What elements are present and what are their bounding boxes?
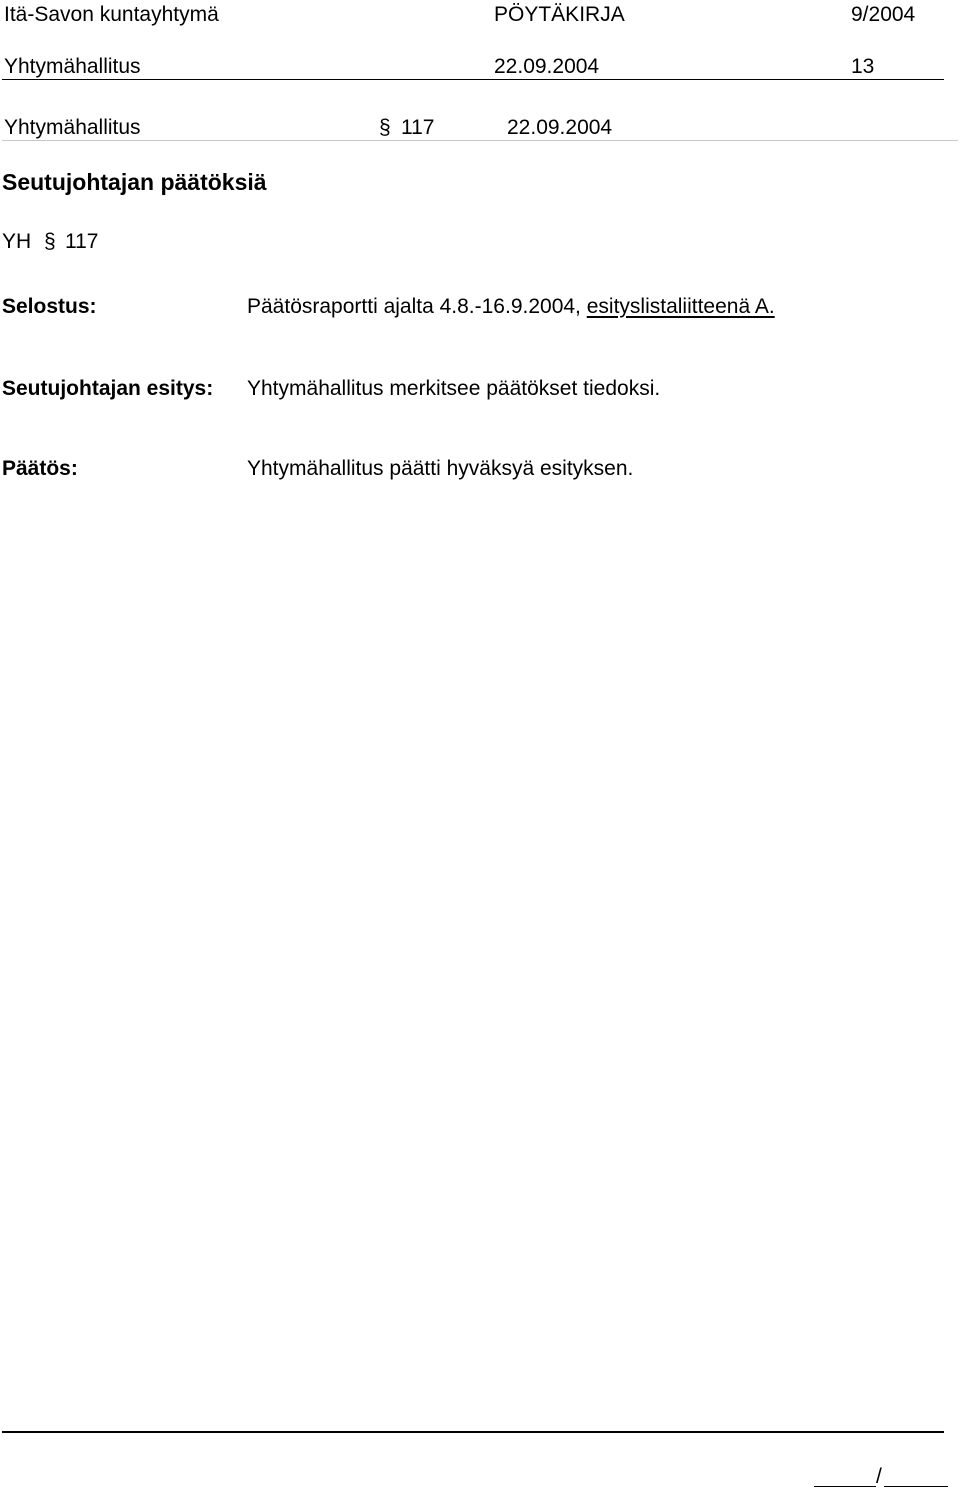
paatos-label: Päätös:: [2, 457, 78, 480]
selostus-label: Selostus:: [2, 295, 97, 318]
header-divider: [2, 79, 944, 80]
header-date: 22.09.2004: [494, 55, 600, 78]
selostus-text: [247, 296, 775, 317]
header-body-name: Yhtymähallitus: [4, 55, 141, 78]
item-body-name: Yhtymähallitus: [4, 116, 141, 139]
item-date: 22.09.2004: [507, 116, 613, 139]
esitys-text: Yhtymähallitus merkitsee päätökset tiedoksi.: [247, 377, 661, 400]
document-type: PÖYTÄKIRJA: [494, 3, 625, 26]
reference-number: 117: [65, 230, 99, 253]
item-divider: [2, 140, 958, 141]
organization-name: Itä-Savon kuntayhtymä: [4, 3, 219, 26]
section-number: 117: [401, 116, 435, 139]
attachment-link[interactable]: esityslistaliitteenä A.: [586, 295, 775, 318]
esitys-label: Seutujohtajan esitys:: [2, 377, 214, 400]
page-number: 13: [851, 55, 875, 78]
initials-line-left: [814, 1486, 876, 1487]
paatos-text: Yhtymähallitus päätti hyväksyä esityksen.: [247, 457, 634, 480]
selostus-description: Päätösraportti ajalta 4.8.-16.9.2004,: [247, 295, 587, 318]
reference-section-symbol: §: [44, 230, 56, 253]
initials-line-right: [884, 1486, 948, 1487]
footer-divider: [2, 1431, 944, 1433]
section-symbol: §: [379, 116, 391, 139]
initials-separator: /: [876, 1465, 882, 1488]
item-title: Seutujohtajan päätöksiä: [2, 169, 267, 195]
document-number: 9/2004: [851, 3, 916, 26]
reference-prefix: YH: [2, 230, 32, 253]
